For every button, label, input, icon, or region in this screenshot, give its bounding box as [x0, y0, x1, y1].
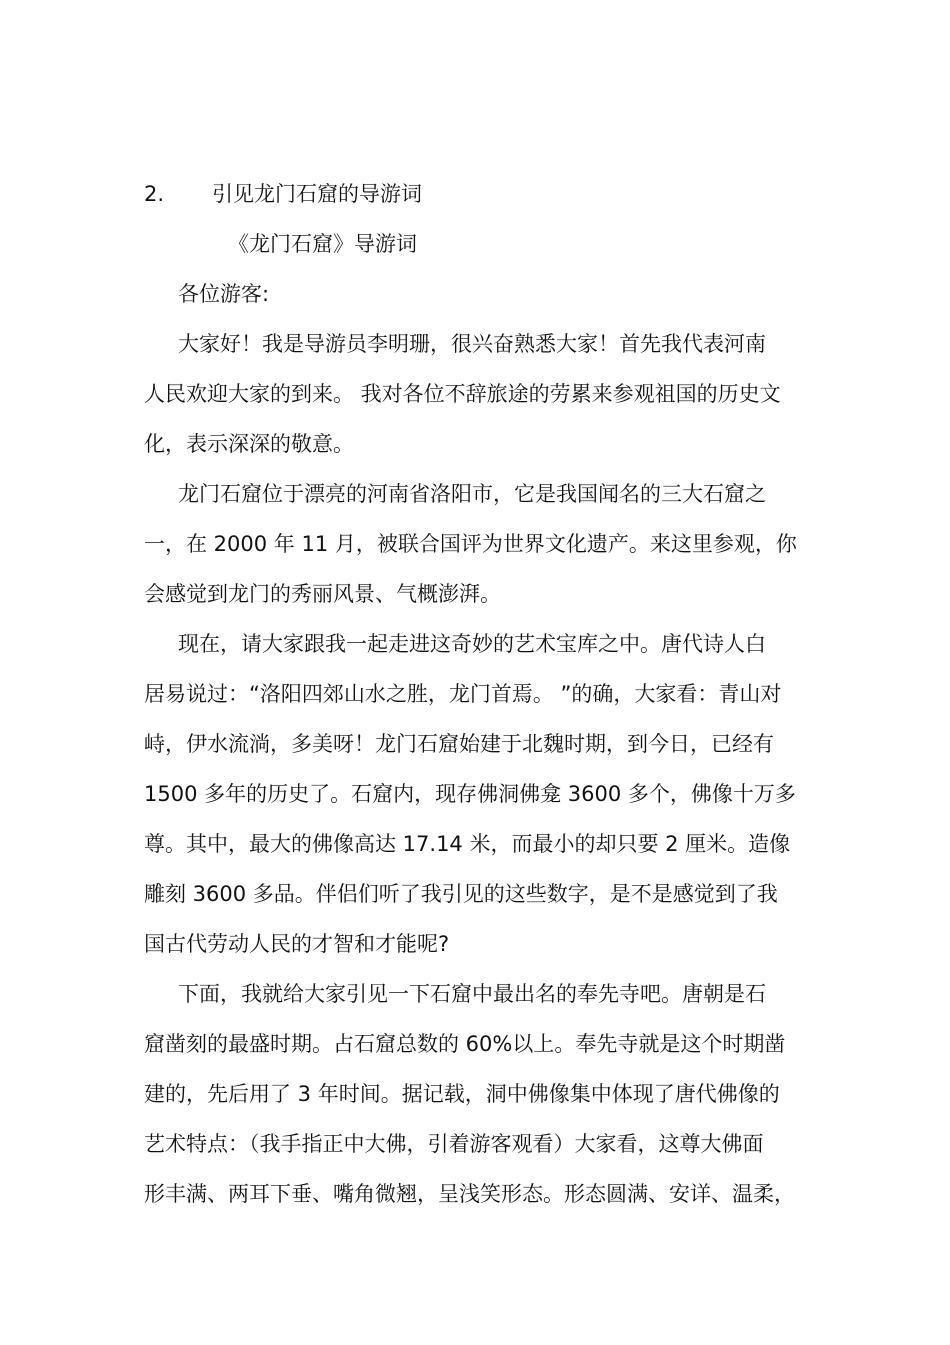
- document-title: 《龙门石窟》导游词: [228, 232, 417, 256]
- paragraph-line: 人民欢迎大家的到来。 我对各位不辞旅途的劳累来参观祖国的历史文: [144, 382, 781, 406]
- paragraph-line: 龙门石窟位于漂亮的河南省洛阳市，它是我国闻名的三大石窟之: [178, 482, 766, 506]
- paragraph-line: 一，在 2000 年 11 月，被联合国评为世界文化遗产。来这里参观，你: [144, 532, 797, 556]
- paragraph-line: 窟凿刻的最盛时期。占石窟总数的 60%以上。奉先寺就是这个时期凿: [144, 1032, 786, 1056]
- paragraph-line: 大家好！我是导游员李明珊，很兴奋熟悉大家！首先我代表河南: [178, 332, 766, 356]
- paragraph-line: 峙，伊水流淌，多美呀！龙门石窟始建于北魏时期，到今日，已经有: [144, 732, 774, 756]
- paragraph-line: 现在，请大家跟我一起走进这奇妙的艺术宝库之中。唐代诗人白: [178, 632, 766, 656]
- paragraph-line: 1500 多年的历史了。石窟内，现存佛洞佛龛 3600 多个，佛像十万多: [144, 782, 796, 806]
- section-number: 2.: [144, 182, 165, 206]
- paragraph-line: 雕刻 3600 多品。伴侣们听了我引见的这些数字，是不是感觉到了我: [144, 882, 778, 906]
- section-heading: 引见龙门石窟的导游词: [212, 182, 422, 206]
- paragraph-line: 居易说过：“洛阳四郊山水之胜，龙门首焉。 ”的确，大家看：青山对: [144, 682, 782, 706]
- paragraph-line: 下面，我就给大家引见一下石窟中最出名的奉先寺吧。唐朝是石: [178, 982, 766, 1006]
- paragraph-line: 国古代劳动人民的才智和才能呢?: [144, 932, 450, 956]
- greeting-line: 各位游客:: [178, 282, 270, 306]
- paragraph-line: 建的，先后用了 3 年时间。据记载，洞中佛像集中体现了唐代佛像的: [144, 1082, 780, 1106]
- paragraph-line: 尊。其中，最大的佛像高达 17.14 米，而最小的却只要 2 厘米。造像: [144, 832, 791, 856]
- paragraph-line: 化，表示深深的敬意。: [144, 432, 354, 456]
- paragraph-line: 形丰满、两耳下垂、嘴角微翘，呈浅笑形态。形态圆满、安详、温柔，: [144, 1182, 795, 1206]
- paragraph-line: 艺术特点：（我手指正中大佛，引着游客观看）大家看，这尊大佛面: [144, 1132, 764, 1156]
- paragraph-line: 会感觉到龙门的秀丽风景、气概澎湃。: [144, 582, 501, 606]
